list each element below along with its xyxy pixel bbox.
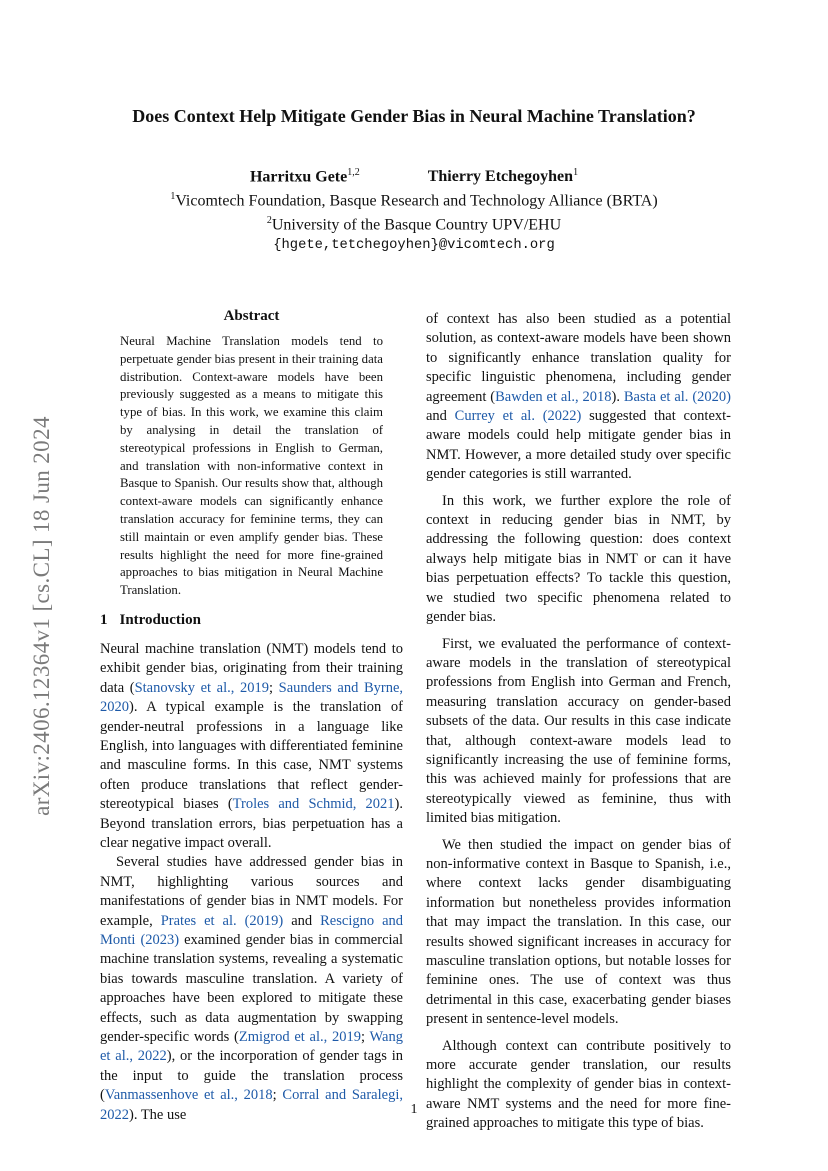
paragraph-text: ; — [361, 1029, 370, 1046]
paragraph: Although context can contribute positively to more accurate gender translation, our results highlight the complexity of gender bias in context-aware NMT systems and the need for more fine-grained approaches to mitigate this type of bias. — [426, 1037, 731, 1132]
citation-link[interactable]: Corral and Saralegi, 2022 — [100, 1087, 403, 1123]
author-name: Thierry Etchegoyhen — [427, 168, 574, 186]
paragraph: We then studied the impact on gender bias of non-informative context in Basque to Spanish, i.e., where context lacks gender disambiguating information but nonetheless provides information that may impact the translation. In this case, our results showed significant increases in accuracy for masculine translation options, but notable losses for feminine ones. The use of context was thus detrimental in this case, exacerbating gender biases present in sentence-level models. — [426, 836, 731, 1028]
paragraph: In this work, we further explore the role of context in reducing gender bias in NMT, by addressing the following question: does context always help mitigate bias in NMT or can it have bias perpetuation effects? To tackle this question, we studied two specific phenomena related to gender bias. — [426, 492, 731, 626]
paragraph-text: ). Beyond translation errors, bias perpetuation has a clear negative impact overall. — [100, 796, 403, 852]
affiliation — [80, 187, 748, 211]
section-title: Introduction — [119, 611, 201, 628]
page-number: 1 — [410, 1102, 418, 1117]
citation-link[interactable]: Bawden et al., 2018 — [495, 388, 612, 405]
left-column — [100, 306, 403, 1125]
paragraph — [100, 640, 403, 853]
paragraph-text: suggested that context-aware models could help mitigate gender bias in NMT. However, a more detailed study over specific gender categories is still warranted. — [426, 408, 731, 483]
paragraph — [426, 310, 731, 485]
paragraph-text: ), or the incorporation of gender tags in the input to guide the translation process ( — [100, 1048, 403, 1104]
paragraph: First, we evaluated the performance of context-aware models in the translation of stereotypical professions from English into German and French, measuring translation accuracy on gender-based subsets of the data. Our results in this case indicate that, although context-aware models lead to significantly increasing the use of feminine forms, this was achieved mainly for professions that are stereotypically viewed as feminine, thus with limited bias mitigation. — [426, 635, 731, 827]
abstract-text: Neural Machine Translation models tend to perpetuate gender bias present in their training data distribution. Context-aware models have been previously suggested as a means to mitigate this type of bias. In this work, we examine this claim by analysing in detail the translation of stereotypical professions in English to German, and translation with non-informative context in Basque to Spanish. Our results show that, although context-aware models can significantly enhance translation accuracy for feminine terms, they can still maintain or even amplify gender bias. These results highlight the need for more fine-grained approaches to bias mitigation in Neural Machine Translation. — [120, 334, 383, 598]
citation-link[interactable]: Basta et al. (2020) — [623, 388, 731, 405]
paragraph-text: of context has also been studied as a potential solution, as context-aware models have been shown to significantly enhance translation quality for specific linguistic phenomena, including gender agreement ( — [426, 311, 731, 405]
paragraph-text: examined gender bias in commercial machine translation systems, revealing a systematic bias towards masculine translation. A variety of approaches have been explored to mitigate these effects, such as data augmentation by swapping gender-specific words ( — [100, 932, 403, 1046]
affiliation-mark: 2 — [266, 215, 272, 227]
affiliation — [80, 211, 748, 235]
citation-link[interactable]: Currey et al. (2022) — [454, 408, 582, 425]
arxiv-identifier[interactable]: arXiv:2406.12364v1 [cs.CL] 18 Jun 2024 — [29, 416, 54, 816]
citation-link[interactable]: Wang et al., 2022 — [100, 1029, 403, 1065]
paragraph-text: ). A typical example is the translation of gender-neutral professions in a language like English, into languages with differentiated feminine and masculine forms. In this case, NMT systems often produce translations that reflect gender-stereotypical biases ( — [100, 699, 403, 813]
author-affiliation-mark: 1 — [573, 167, 579, 178]
section-heading — [100, 610, 403, 630]
paragraph-text: ; — [272, 1087, 283, 1104]
author-email: {hgete,tetchegoyhen}@vicomtech.org — [273, 237, 555, 253]
citation-link[interactable]: Vanmassenhove et al., 2018 — [104, 1087, 273, 1104]
paragraph-text: ). The use — [129, 1106, 187, 1123]
paper-title: Does Context Help Mitigate Gender Bias in Neural Machine Translation? — [132, 106, 696, 126]
abstract-heading: Abstract — [223, 308, 280, 324]
right-column — [426, 310, 731, 1134]
affiliation-text: University of the Basque Country UPV/EHU — [271, 216, 562, 234]
paragraph-text: ; — [269, 679, 279, 696]
affiliation-mark: 1 — [170, 191, 176, 203]
author-names — [80, 163, 748, 187]
citation-link[interactable]: Troles and Schmid, 2021 — [232, 796, 395, 813]
paragraph-text: and — [426, 408, 455, 425]
paragraph-text: and — [283, 912, 321, 929]
author-block — [80, 163, 748, 257]
author-name: Harritxu Gete — [249, 168, 348, 186]
citation-link[interactable]: Prates et al. (2019) — [160, 912, 284, 929]
paragraph — [100, 853, 403, 1125]
paragraph-text: Several studies have addressed gender bias in NMT, highlighting various sources and manifestations of gender bias in NMT models. For example, — [100, 854, 403, 929]
affiliation-text: Vicomtech Foundation, Basque Research and Technology Alliance (BRTA) — [175, 192, 658, 210]
author-affiliation-mark: 1,2 — [347, 167, 360, 178]
paragraph-text: ). — [611, 388, 624, 405]
citation-link[interactable]: Saunders and Byrne, 2020 — [100, 679, 404, 716]
citation-link[interactable]: Rescigno and Monti (2023) — [100, 912, 404, 949]
paragraph-text: Neural machine translation (NMT) models tend to exhibit gender bias, originating from their training data ( — [100, 640, 403, 696]
section-number: 1 — [100, 611, 108, 628]
citation-link[interactable]: Zmigrod et al., 2019 — [238, 1029, 361, 1046]
citation-link[interactable]: Stanovsky et al., 2019 — [134, 679, 270, 696]
